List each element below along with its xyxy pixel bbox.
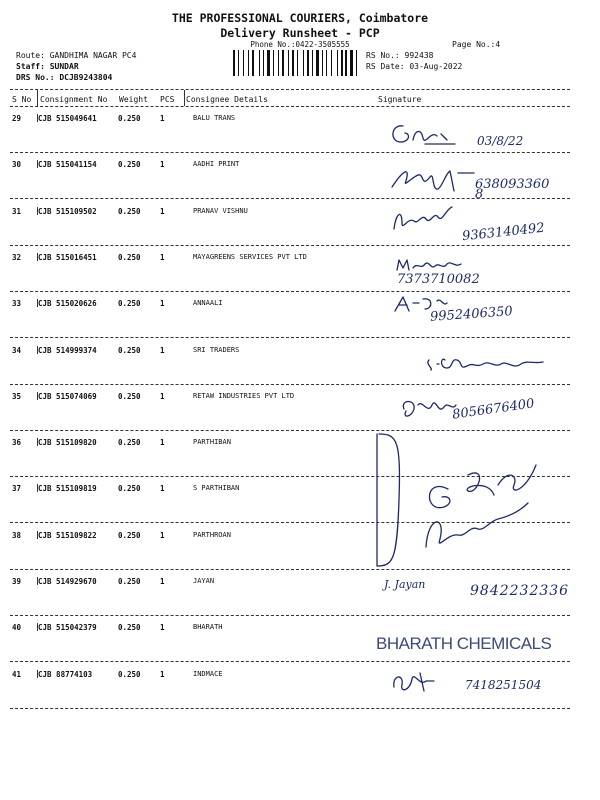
barcode-bar <box>261 50 262 76</box>
row-consignment-no: CJB 515074069 <box>38 392 97 401</box>
row-sno: 30 <box>12 160 22 169</box>
row-pcs: 1 <box>160 577 165 586</box>
cell-bracket <box>37 577 38 585</box>
row-consignee: PARTHROAN <box>193 531 231 539</box>
barcode-bar <box>345 50 347 76</box>
row-pcs: 1 <box>160 114 165 123</box>
row-consignment-no: CJB 515041154 <box>38 160 97 169</box>
barcode-bar <box>316 50 319 76</box>
rs-date-line <box>366 62 462 71</box>
signature-41 <box>390 667 450 697</box>
row-sno: 34 <box>12 346 22 355</box>
signature-39-name: J. Jayan <box>384 578 426 591</box>
barcode-bar <box>322 50 324 76</box>
row-consignee: BHARATH <box>193 623 223 631</box>
signature-32-phone: 7373710082 <box>397 272 480 287</box>
row-sno: 38 <box>12 531 22 540</box>
barcode-bar <box>331 50 332 76</box>
row-weight: 0.250 <box>118 392 141 401</box>
row-pcs: 1 <box>160 346 165 355</box>
signature-scribble <box>385 118 465 148</box>
barcode-bar <box>324 50 325 76</box>
barcode-bar <box>243 50 244 76</box>
signature-36-38 <box>418 455 558 555</box>
barcode-bar <box>339 50 340 76</box>
row-consignee: AADHI PRINT <box>193 160 240 168</box>
cell-bracket <box>37 114 38 122</box>
row-sno: 41 <box>12 670 22 679</box>
rs-no-line <box>366 51 433 60</box>
row-consignment-no: CJB 515109820 <box>38 438 97 447</box>
col-pcs: PCS <box>160 95 175 104</box>
signature-scribble <box>398 395 458 425</box>
drs-value: DCJB9243804 <box>59 73 113 82</box>
row-divider <box>10 291 570 292</box>
col-consignee: Consignee Details <box>186 95 268 104</box>
signature-29-date: 03/8/22 <box>477 134 524 148</box>
barcode-bar <box>354 50 355 76</box>
header-bottom-divider <box>10 106 570 107</box>
table-row <box>10 670 570 716</box>
header-top-divider <box>10 89 570 90</box>
row-divider <box>10 245 570 246</box>
barcode-bar <box>299 50 302 76</box>
row-pcs: 1 <box>160 392 165 401</box>
row-weight: 0.250 <box>118 623 141 632</box>
drs-label: DRS No.: <box>16 73 55 82</box>
barcode-bar <box>288 50 289 76</box>
cell-bracket <box>37 392 38 400</box>
runsheet-title: Delivery Runsheet - PCP <box>220 26 380 40</box>
row-sno: 37 <box>12 484 22 493</box>
row-consignee: BALU TRANS <box>193 114 236 122</box>
rs-date-label: RS Date: <box>366 62 405 71</box>
cell-bracket <box>37 623 38 631</box>
route-label: Route: <box>16 51 45 60</box>
col-signature: Signature <box>378 95 422 104</box>
row-pcs: 1 <box>160 670 165 679</box>
barcode-bar <box>307 50 309 76</box>
row-weight: 0.250 <box>118 160 141 169</box>
row-consignee: MAYAGREENS SERVICES PVT LTD <box>193 253 307 261</box>
row-weight: 0.250 <box>118 670 141 679</box>
row-consignee: RETAW INDUSTRIES PVT LTD <box>193 392 295 400</box>
barcode-bar <box>344 50 345 76</box>
barcode-bar <box>304 50 306 76</box>
cell-bracket <box>37 670 38 678</box>
signature-31 <box>388 203 468 233</box>
row-sno: 36 <box>12 438 22 447</box>
barcode-bar <box>263 50 265 76</box>
col-divider <box>37 90 38 106</box>
row-divider <box>10 152 570 153</box>
barcode-bar <box>292 50 294 76</box>
row-consignee: ANNAALI <box>193 299 223 307</box>
barcode-bar <box>337 50 338 76</box>
col-divider <box>184 90 185 106</box>
signature-39-phone: 9842232336 <box>470 583 570 599</box>
rs-no-value: 992438 <box>404 51 434 60</box>
row-divider <box>10 615 570 616</box>
barcode-bar <box>250 50 251 76</box>
barcode-bar <box>326 50 327 76</box>
row-sno: 29 <box>12 114 22 123</box>
signature-31-phone: 9363140492 <box>461 220 546 245</box>
barcode <box>233 50 358 76</box>
barcode-bar <box>265 50 266 76</box>
row-pcs: 1 <box>160 299 165 308</box>
row-weight: 0.250 <box>118 346 141 355</box>
signature-30 <box>388 163 478 193</box>
row-sno: 32 <box>12 253 22 262</box>
row-consignment-no: CJB 514999374 <box>38 346 97 355</box>
staff-label: Staff: <box>16 62 45 71</box>
row-consignee: S PARTHIBAN <box>193 484 240 492</box>
cell-bracket <box>37 531 38 539</box>
row-weight: 0.250 <box>118 577 141 586</box>
drs-line <box>16 73 112 82</box>
row-consignee: JAYAN <box>193 577 215 585</box>
row-pcs: 1 <box>160 207 165 216</box>
row-divider <box>10 569 570 570</box>
cell-bracket <box>37 438 38 446</box>
barcode-bar <box>290 50 291 76</box>
signature-scribble <box>418 455 558 555</box>
cell-bracket <box>37 207 38 215</box>
barcode-bar <box>341 50 343 76</box>
col-weight: Weight <box>119 95 148 104</box>
row-consignee: INDMACE <box>193 670 223 678</box>
barcode-bar <box>252 50 254 76</box>
row-weight: 0.250 <box>118 207 141 216</box>
signature-35 <box>398 395 458 425</box>
barcode-bar <box>348 50 349 76</box>
row-consignee: PARTHIBAN <box>193 438 231 446</box>
staff-value: SUNDAR <box>49 62 79 71</box>
route-line <box>16 51 136 60</box>
signature-33-phone: 9952406350 <box>429 304 514 325</box>
signature-35-phone: 8056676400 <box>451 396 536 423</box>
brace-scribble <box>373 430 403 570</box>
row-weight: 0.250 <box>118 531 141 540</box>
row-consignment-no: CJB 515020626 <box>38 299 97 308</box>
row-consignment-no: CJB 88774103 <box>38 670 93 679</box>
barcode-bar <box>280 50 281 76</box>
row-consignment-no: CJB 515042379 <box>38 623 97 632</box>
row-consignment-no: CJB 515049641 <box>38 114 97 123</box>
signature-34 <box>425 352 555 372</box>
col-sno: S No <box>12 95 32 104</box>
signature-scribble <box>388 163 478 193</box>
barcode-bar <box>333 50 336 76</box>
row-weight: 0.250 <box>118 253 141 262</box>
barcode-bar <box>245 50 247 76</box>
barcode-bar <box>312 50 313 76</box>
signature-32 <box>395 256 475 272</box>
row-weight: 0.250 <box>118 114 141 123</box>
table-row <box>10 253 570 299</box>
signature-30-phone: 6380933608 <box>475 177 550 202</box>
barcode-bar <box>320 50 321 76</box>
barcode-bar <box>267 50 270 76</box>
signature-brace-36-38 <box>373 430 403 570</box>
row-pcs: 1 <box>160 160 165 169</box>
route-value: GANDHIMA NAGAR PC4 <box>49 51 137 60</box>
barcode-bar <box>240 50 243 76</box>
barcode-bar <box>356 50 357 76</box>
row-pcs: 1 <box>160 623 165 632</box>
barcode-bar <box>255 50 258 76</box>
barcode-bar <box>314 50 315 76</box>
barcode-bar <box>282 50 285 76</box>
col-consignment: Consignment No <box>40 95 108 104</box>
row-divider <box>10 337 570 338</box>
signature-scribble <box>388 203 468 233</box>
row-pcs: 1 <box>160 438 165 447</box>
stamp-bharath-chemicals: BHARATH CHEMICALS <box>376 634 552 653</box>
barcode-bar <box>350 50 353 76</box>
row-divider <box>10 384 570 385</box>
barcode-bar <box>285 50 287 76</box>
signature-scribble <box>390 667 450 697</box>
row-consignee: PRANAV VISHNU <box>193 207 248 215</box>
barcode-bar <box>259 50 260 76</box>
row-consignment-no: CJB 514929670 <box>38 577 97 586</box>
row-weight: 0.250 <box>118 438 141 447</box>
barcode-bar <box>273 50 274 76</box>
row-pcs: 1 <box>160 484 165 493</box>
staff-line <box>16 62 79 71</box>
barcode-bar <box>295 50 296 76</box>
cell-bracket <box>37 160 38 168</box>
row-pcs: 1 <box>160 253 165 262</box>
row-weight: 0.250 <box>118 484 141 493</box>
barcode-bar <box>275 50 277 76</box>
signature-scribble <box>425 352 555 372</box>
barcode-bar <box>233 50 235 76</box>
company-title: THE PROFESSIONAL COURIERS, Coimbatore <box>171 11 429 25</box>
rs-date-value: 03-Aug-2022 <box>409 62 463 71</box>
row-sno: 40 <box>12 623 22 632</box>
row-sno: 35 <box>12 392 22 401</box>
row-consignment-no: CJB 515109819 <box>38 484 97 493</box>
phone-number: Phone No.:0422-3505555 <box>250 40 350 49</box>
row-consignee: SRI TRADERS <box>193 346 240 354</box>
row-weight: 0.250 <box>118 299 141 308</box>
row-consignment-no: CJB 515109502 <box>38 207 97 216</box>
barcode-bar <box>238 50 239 76</box>
row-sno: 39 <box>12 577 22 586</box>
signature-29 <box>385 118 465 148</box>
row-divider <box>10 661 570 662</box>
row-consignment-no: CJB 515109822 <box>38 531 97 540</box>
cell-bracket <box>37 299 38 307</box>
row-consignment-no: CJB 515016451 <box>38 253 97 262</box>
row-sno: 31 <box>12 207 22 216</box>
barcode-bar <box>328 50 330 76</box>
page-number: Page No.:4 <box>452 40 501 49</box>
row-sno: 33 <box>12 299 22 308</box>
row-divider <box>10 708 570 709</box>
cell-bracket <box>37 346 38 354</box>
signature-scribble <box>395 256 475 272</box>
row-pcs: 1 <box>160 531 165 540</box>
barcode-bar <box>236 50 237 76</box>
rs-no-label: RS No.: <box>366 51 400 60</box>
barcode-bar <box>278 50 279 76</box>
barcode-bar <box>271 50 272 76</box>
barcode-bar <box>310 50 311 76</box>
cell-bracket <box>37 253 38 261</box>
barcode-bar <box>248 50 249 76</box>
barcode-bar <box>297 50 298 76</box>
barcode-bar <box>303 50 304 76</box>
cell-bracket <box>37 484 38 492</box>
signature-41-phone: 7418251504 <box>465 678 542 692</box>
row-divider <box>10 430 570 431</box>
